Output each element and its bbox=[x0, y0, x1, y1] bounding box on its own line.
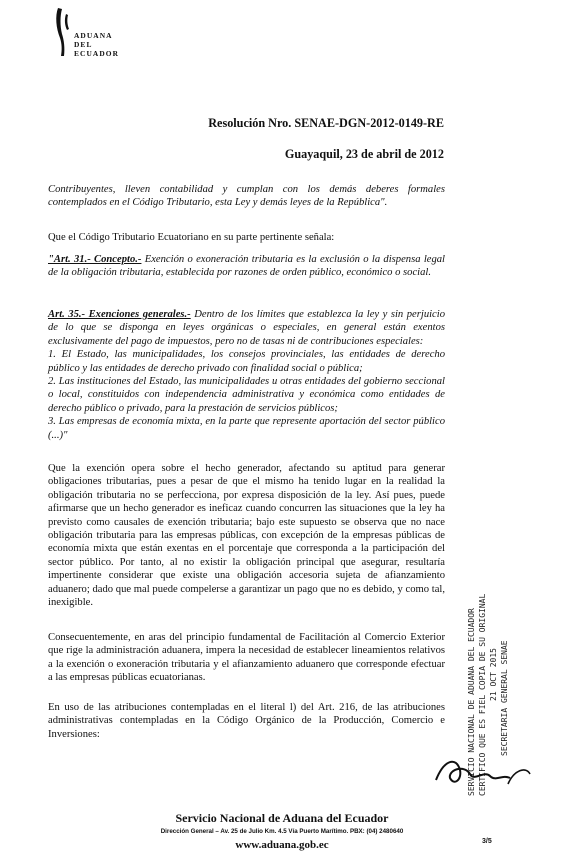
stamp-line-2: CERTIFICO QUE ES FIEL COPIA DE SU ORIGINAL bbox=[478, 593, 487, 796]
article-35-item-1: 1. El Estado, las municipalidades, los consejos provinciales, las entidades de derecho público y las entidades de derecho privado con finalidad social o pública; bbox=[48, 349, 445, 374]
paragraph-que-codigo bbox=[48, 231, 445, 244]
footer-website: www.aduana.gob.ec bbox=[235, 839, 329, 851]
paragraph-intro bbox=[48, 183, 445, 210]
article-31 bbox=[48, 253, 445, 280]
logo-line-1: ADUANA bbox=[74, 31, 113, 40]
paragraph-que-codigo-text: Que el Código Tributario Ecuatoriano en su parte pertinente señala: bbox=[48, 232, 335, 243]
footer-address: Dirección General – Av. 25 de Julio Km. 4.5 Vía Puerto Marítimo. PBX: (04) 2480640 bbox=[160, 828, 404, 835]
signature-icon bbox=[430, 740, 540, 800]
logo-line-3: ECUADOR bbox=[74, 49, 120, 58]
paragraph-exencion bbox=[48, 462, 445, 609]
paragraph-intro-text: Contribuyentes, lleven contabilidad y cumplan con los demás deberes formales contemplados en el Código Tributario, esta Ley y demás leyes de la República". bbox=[48, 184, 445, 209]
aduana-logo bbox=[52, 6, 142, 62]
article-35-text: Dentro de los límites que establezca la ley y sin perjuicio de lo que se disponga en leyes orgánicas o especiales, en general están exentos exclusivamente del pago de impuestos, pero no de tasas ni de contribuciones especiales: bbox=[48, 309, 446, 347]
article-31-label: "Art. 31.- Concepto.- bbox=[48, 254, 142, 265]
resolution-number: Resolución Nro. SENAE-DGN-2012-0149-RE bbox=[208, 116, 444, 130]
article-31-text: Exención o exoneración tributaria es la exclusión o la dispensa legal de la obligación tributaria, establecida por razones de orden público, económico o social. bbox=[48, 254, 445, 279]
article-35-item-2: 2. Las instituciones del Estado, las municipalidades u otras entidades del gobierno seccional o local, constituidos con independencia administrativa y económica como entidades de derecho público o privado, para la prestación de servicios públicos; bbox=[48, 376, 445, 414]
aduana-emblem-icon bbox=[52, 6, 74, 58]
logo-line-2: DEL bbox=[74, 40, 93, 49]
paragraph-consecuentemente-text: Consecuentemente, en aras del principio fundamental de Facilitación al Comercio Exterior que rige la administración aduanera, impera la necesidad de establecer lineamientos relativos a la exención o exoneración tributaria y el afianzamiento aduanero que corresponde efectuar a las empresas públicas ecuatorianas. bbox=[48, 632, 445, 684]
stamp-line-3: SECRETARIA GENERAL SENAE bbox=[500, 640, 509, 756]
logo-wordmark bbox=[74, 31, 119, 58]
paragraph-consecuentemente bbox=[48, 631, 445, 685]
footer-organization: Servicio Nacional de Aduana del Ecuador bbox=[175, 811, 389, 825]
paragraph-uso-atribuciones-text: En uso de las atribuciones contempladas en el literal l) del Art. 216, de las atribuciones administrativas contempladas en la Código Orgánico de la Producción, Comercio e Inversiones: bbox=[48, 702, 445, 740]
stamp-line-1: SERVICIO NACIONAL DE ADUANA DEL ECUADOR bbox=[467, 608, 476, 796]
article-35 bbox=[48, 308, 445, 442]
page-number: 3/5 bbox=[482, 838, 492, 845]
paragraph-uso-atribuciones bbox=[48, 701, 445, 741]
resolution-place-date: Guayaquil, 23 de abril de 2012 bbox=[284, 147, 444, 161]
article-35-label: Art. 35.- Exenciones generales.- bbox=[48, 309, 191, 320]
paragraph-exencion-text: Que la exención opera sobre el hecho generador, afectando su aptitud para generar obligaciones tributarias, pues a pesar de que el mismo ha tenido lugar en la realidad la obligación tributaria no se perfecciona, por expresa disposición de la ley. Así pues, puede afirmarse que un hecho generador es ineficaz cuando concurren las situaciones que la ley ha previsto como causales de exención tributaria; bajo este supuesto se observa que no nace obligación tributaria para las empresas públicas, con excepción de la empresas públicas de economía mixta que están exentas en el porcentaje que corresponda a la participación del sector público. Por tanto, al no existir la obligación principal que asegurar, resultaría impertinente considerar que existe una obligación accesoria sujeta de afianzamiento aduanero; dado que mal puede compelerse a garantizar un pago que no es debido, y como tal, inexigible. bbox=[48, 463, 445, 609]
stamp-date: 21 OCT 2015 bbox=[489, 648, 498, 701]
article-35-item-3: 3. Las empresas de economía mixta, en la parte que represente aportación del sector público (...)" bbox=[48, 416, 445, 441]
